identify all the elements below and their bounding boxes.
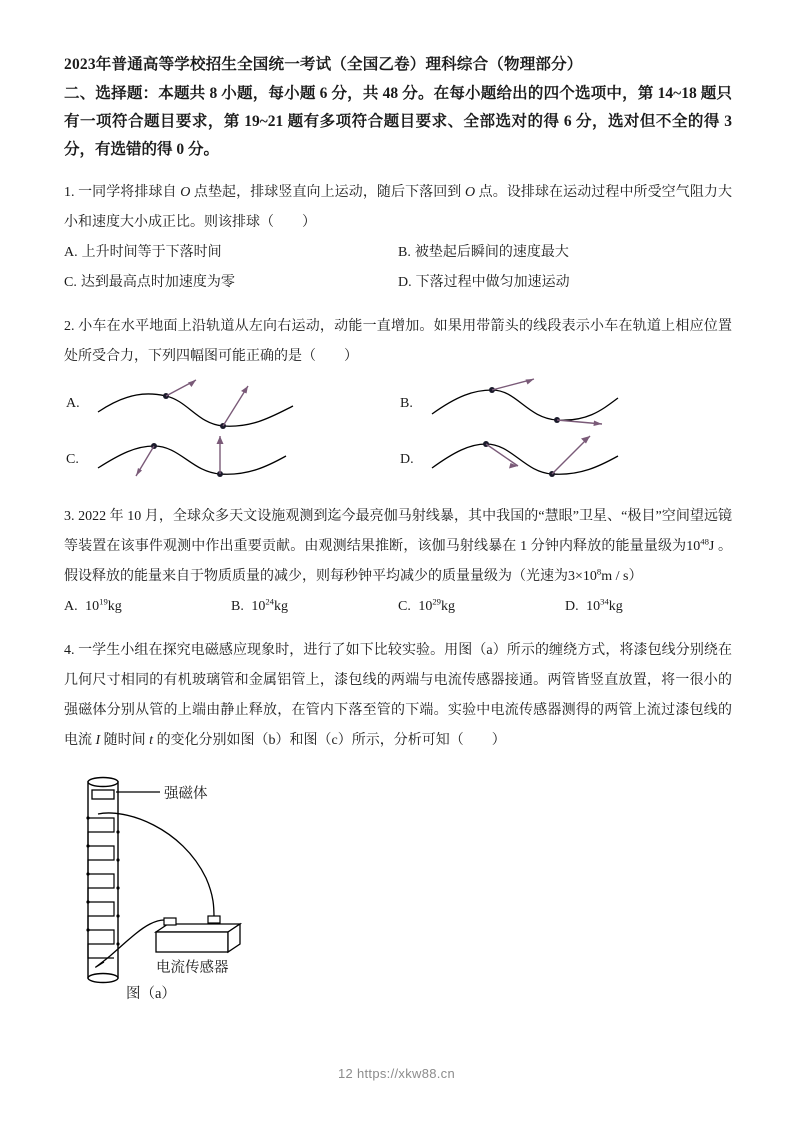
question-1-stem	[64, 178, 732, 238]
question-1-text-b: 点垫起，排球竖直向上运动，随后下落回到	[190, 185, 465, 200]
question-3-options-row	[64, 592, 732, 622]
question-1-option-a[interactable]	[64, 238, 398, 268]
question-2-figure-options	[64, 376, 732, 488]
question-2-figure-row-2	[64, 432, 732, 488]
question-3-text-a: 2022 年 10 月，全球众多天文设施观测到迄今最亮伽马射线暴，其中我国的“慧眼”卫星、“极目”空间望远镜等装置在该事件观测中作出重要贡献。由观测结果推断，该伽马射线暴在 1 分钟内释放的能量量级为	[64, 509, 733, 554]
question-1-text-c: 点。设排球在运动过程中所受空气阻力大小和速度大小成正比。则该排球（ ）	[64, 185, 732, 230]
option-d-unit: kg	[608, 599, 623, 614]
option-a-base: 10	[85, 599, 100, 614]
question-4-text-a: 一学生小组在探究电磁感应现象时，进行了如下比较实验。用图（a）所示的缠绕方式，将漆包线分别绕在几何尺寸相同的有机玻璃管和金属铝管上，漆包线的两端与电流传感器接通。两管皆竖直放置，将一很小的强磁体分别从管的上端由静止释放，在管内下落至管的下端。实验中电流传感器测得的两管上流过漆包线的电流	[64, 643, 733, 748]
footer-watermark	[0, 1066, 793, 1081]
option-a-label: A.	[64, 599, 78, 614]
option-d-label: D.	[565, 599, 579, 614]
option-a-text: 上升时间等于下落时间	[81, 245, 222, 260]
section-heading: 二、选择题：本题共 8 小题，每小题 6 分，共 48 分。在每小题给出的四个选项中，第 14~18 题只有一项符合题目要求，第 19~21 题有多项符合题目要求、全部选对的得 6 分，选对但不全的得 3 分，有选错的得 0 分。	[64, 85, 732, 158]
question-2-text: 小车在水平地面上沿轨道从左向右运动，动能一直增加。如果用带箭头的线段表示小车在轨道上相应位置处所受合力，下列四幅图可能正确的是（ ）	[64, 319, 732, 364]
option-d-diagram	[422, 432, 692, 488]
question-3-option-a[interactable]	[64, 592, 231, 622]
question-1-number: 1.	[64, 185, 75, 200]
question-2	[64, 312, 732, 488]
option-d-label: D.	[400, 452, 414, 467]
question-1-options-row-1	[64, 238, 732, 268]
question-3-option-c[interactable]	[398, 592, 565, 622]
option-c-exponent: 29	[432, 596, 442, 607]
question-2-option-a[interactable]	[64, 376, 398, 432]
question-3	[64, 502, 732, 622]
question-3-light-speed-exponent: 8	[596, 566, 602, 577]
question-1-option-b[interactable]	[398, 238, 732, 268]
option-d-text: 下落过程中做匀加速运动	[415, 275, 570, 290]
question-4	[64, 636, 732, 1002]
option-c-label: C.	[66, 452, 79, 467]
page-number: 12	[338, 1066, 354, 1081]
apparatus-diagram	[64, 766, 394, 1002]
option-c-label: C.	[398, 599, 411, 614]
question-1-point-o-1: O	[180, 185, 191, 200]
option-d-base: 10	[586, 599, 601, 614]
question-4-text-b: 随时间	[100, 733, 150, 748]
option-a-unit: kg	[107, 599, 122, 614]
option-b-diagram	[422, 376, 692, 432]
option-b-unit: kg	[274, 599, 289, 614]
question-3-light-speed-unit: m / s	[601, 569, 629, 584]
option-b-text: 被垫起后瞬间的速度最大	[414, 245, 569, 260]
question-1-option-d[interactable]	[398, 268, 732, 298]
option-c-diagram	[88, 432, 358, 488]
question-3-option-b[interactable]	[231, 592, 398, 622]
question-4-current-symbol: I	[95, 733, 101, 748]
question-1-option-c[interactable]	[64, 268, 398, 298]
question-1-options-row-2	[64, 268, 732, 298]
option-a-exponent: 19	[99, 596, 108, 607]
question-1	[64, 178, 732, 298]
question-4-number: 4.	[64, 643, 75, 658]
watermark-url: https://xkw88.cn	[356, 1066, 455, 1081]
question-4-apparatus-figure	[64, 766, 732, 1002]
option-c-base: 10	[418, 599, 433, 614]
option-b-exponent: 24	[265, 596, 275, 607]
option-d-label: D.	[398, 275, 412, 290]
document-content	[64, 52, 732, 1002]
question-3-energy-base: 10	[686, 539, 701, 554]
option-a-label: A.	[64, 245, 78, 260]
question-3-text-b: 。假设释放的能量来自于物质质量的减少，则每秒钟平均减少的质量量级为（光速为	[64, 539, 732, 584]
magnet-label: 强磁体	[164, 786, 208, 802]
question-4-time-symbol: t	[149, 733, 154, 748]
question-2-figure-row-1	[64, 376, 732, 432]
option-c-text: 达到最高点时加速度为零	[80, 275, 235, 290]
figure-a-caption: 图（a）	[126, 986, 176, 1002]
question-3-stem	[64, 502, 732, 592]
option-a-diagram	[88, 376, 358, 432]
question-4-text-c: 的变化分别如图（b）和图（c）所示，分析可知（ ）	[153, 733, 506, 748]
option-b-label: B.	[231, 599, 244, 614]
option-d-exponent: 34	[600, 596, 609, 607]
question-2-option-d[interactable]	[398, 432, 732, 488]
page-title: 2023年普通高等学校招生全国统一考试（全国乙卷）理科综合（物理部分）	[64, 56, 583, 73]
question-3-number: 3.	[64, 509, 75, 524]
option-b-label: B.	[398, 245, 411, 260]
option-c-unit: kg	[441, 599, 456, 614]
question-3-light-speed: 3×10	[568, 569, 597, 584]
question-2-option-b[interactable]	[398, 376, 732, 432]
option-c-label: C.	[64, 275, 77, 290]
current-sensor-label: 电流传感器	[156, 960, 229, 976]
question-4-stem	[64, 636, 732, 756]
current-sensor-body	[156, 924, 240, 952]
question-3-energy-unit: J	[708, 539, 715, 554]
option-b-base: 10	[251, 599, 266, 614]
question-1-text-a: 一同学将排球自	[78, 185, 181, 200]
option-a-label: A.	[66, 396, 80, 411]
option-b-label: B.	[400, 396, 413, 411]
question-2-option-c[interactable]	[64, 432, 398, 488]
question-3-energy-exponent: 48	[700, 536, 709, 547]
question-1-point-o-2: O	[464, 185, 476, 200]
question-3-text-c: ）	[628, 569, 643, 584]
question-2-stem	[64, 312, 732, 372]
question-3-option-d[interactable]	[565, 592, 732, 622]
question-2-number: 2.	[64, 319, 75, 334]
